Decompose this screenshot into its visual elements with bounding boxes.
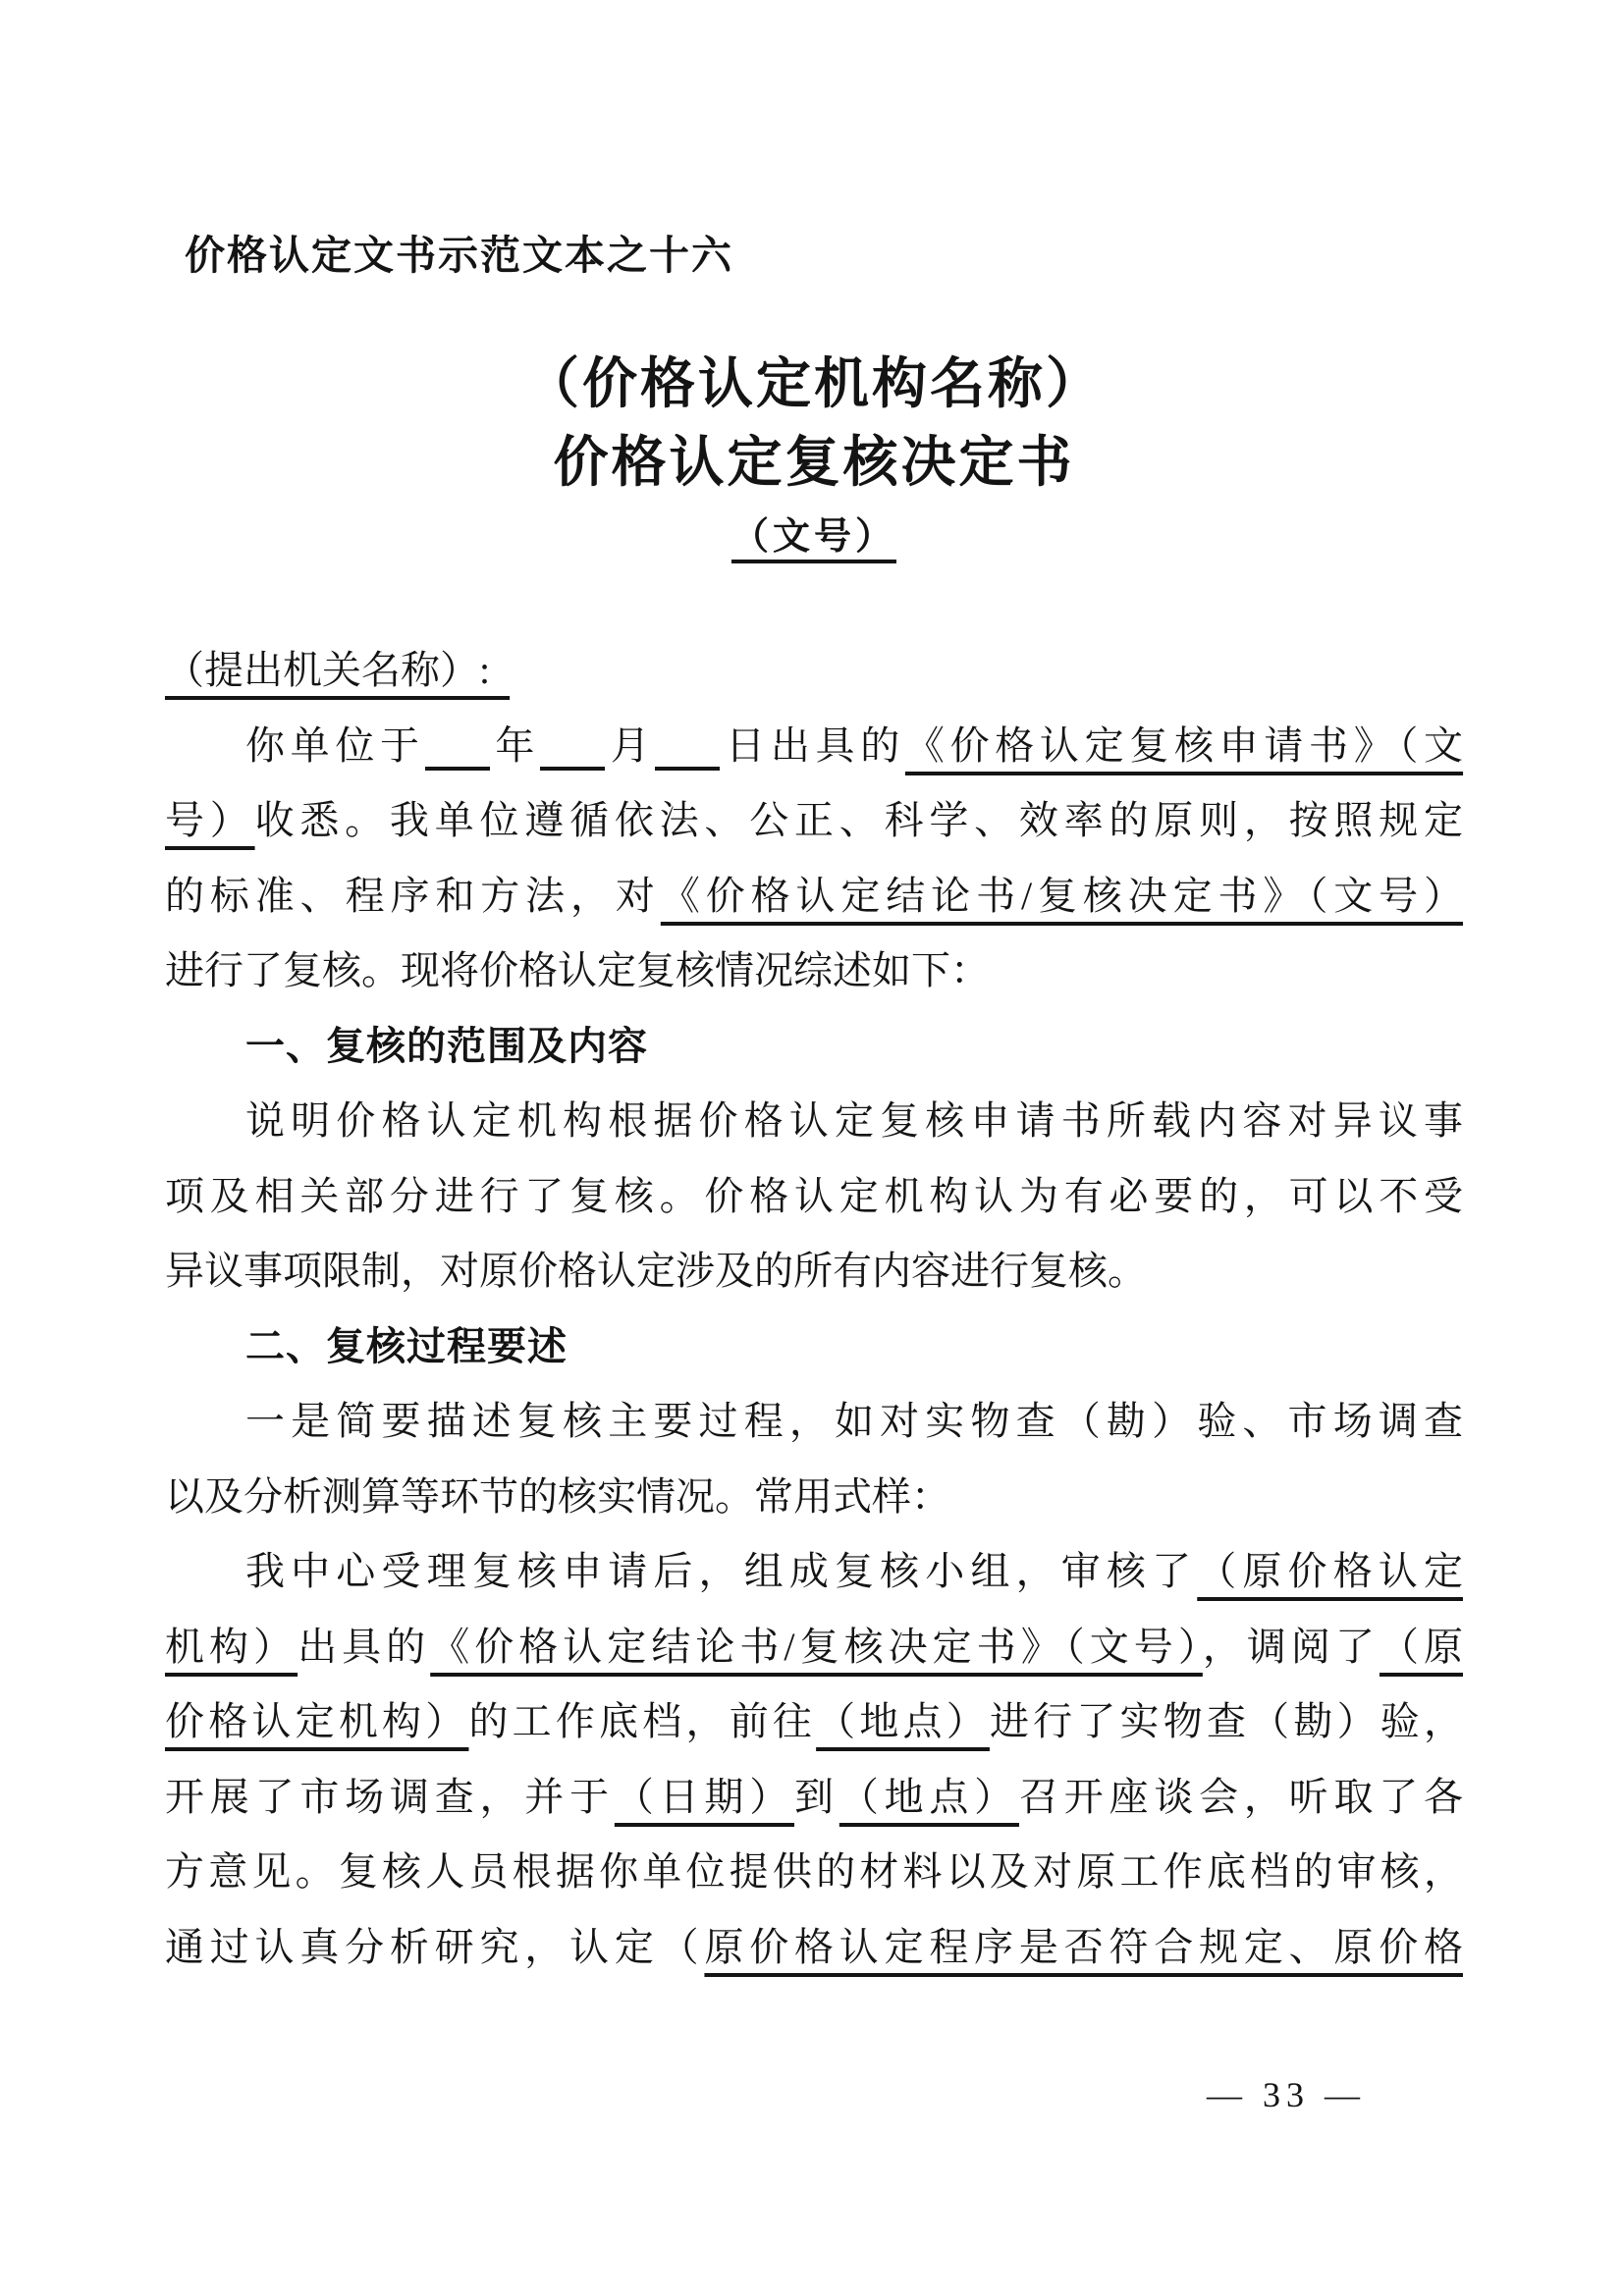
underlined-text: （地点） <box>839 1774 1019 1819</box>
body-line <box>165 859 1463 934</box>
underlined-text: 《价格认定结论书/复核决定书》（文号） <box>430 1624 1203 1669</box>
text-run: 召开座谈会，听取了各 <box>1018 1774 1464 1819</box>
body-line <box>165 1835 1463 1910</box>
text-run: 异议事项限制，对原价格认定涉及的所有内容进行复核。 <box>165 1249 1147 1293</box>
body-line <box>165 1084 1463 1159</box>
text-run: 以及分析测算等环节的核实情况。常用式样： <box>165 1473 950 1519</box>
underlined-text: 机构） <box>165 1624 298 1669</box>
underlined-text: 价格认定机构） <box>165 1699 469 1743</box>
blank-fill-in-field <box>540 763 605 771</box>
body-line <box>165 934 1463 1009</box>
text-run: 我中心受理复核申请后，组成复核小组，审核了 <box>245 1549 1198 1593</box>
salutation-line <box>165 633 1463 709</box>
underlined-text: （原价格认定 <box>1197 1549 1464 1593</box>
text-run: 开展了市场调查，并于 <box>165 1774 615 1819</box>
text-run: 月 <box>605 722 656 768</box>
text-run: 收悉。我单位遵循依法、公正、科学、效率的原则，按照规定 <box>254 798 1464 842</box>
document-body <box>165 633 1463 1985</box>
title-org-name: （价格认定机构名称） <box>524 354 1104 415</box>
underlined-text: （提出机关名称）: <box>165 648 511 692</box>
text-run: 说明价格认定机构根据价格认定复核申请书所载内容对异议事 <box>245 1098 1463 1143</box>
blank-fill-in-field <box>425 763 490 771</box>
text-run: 一是简要描述复核主要过程，如对实物查（勘）验、市场调查 <box>245 1399 1463 1443</box>
underlined-text: 《价格认定结论书/复核决定书》（文号） <box>660 873 1464 918</box>
text-run: 日出具的 <box>720 722 905 768</box>
underlined-text: （日期） <box>614 1774 795 1819</box>
text-run: 的工作底档，前往 <box>468 1699 817 1743</box>
underlined-text: （地点） <box>816 1699 990 1743</box>
text-run: 二、复核过程要述 <box>245 1324 568 1368</box>
text-run: 进行了实物查（勘）验， <box>989 1699 1464 1743</box>
title-document-name: 价格认定复核决定书 <box>553 433 1075 494</box>
underlined-text: 号） <box>165 798 255 842</box>
body-line <box>165 783 1463 859</box>
underlined-text: 原价格认定程序是否符合规定、原价格 <box>704 1924 1464 1969</box>
underlined-text: （原 <box>1379 1624 1464 1669</box>
text-run: 一、复核的范围及内容 <box>245 1024 648 1068</box>
text-run: 的标准、程序和方法，对 <box>165 873 661 918</box>
section-heading <box>165 1309 1463 1385</box>
text-run: 通过认真分析研究，认定（ <box>165 1924 705 1969</box>
body-line <box>165 1760 1463 1836</box>
body-line <box>165 709 1463 784</box>
text-run: ，调阅了 <box>1202 1624 1380 1669</box>
document-series-header: 价格认定文书示范文本之十六 <box>185 233 733 278</box>
body-line <box>165 1534 1463 1610</box>
body-line <box>165 1610 1463 1685</box>
text-run: 出具的 <box>298 1624 431 1669</box>
text-run: 年 <box>489 722 541 768</box>
text-run: 项及相关部分进行了复核。价格认定机构认为有必要的，可以不受 <box>165 1173 1463 1218</box>
title-doc-number: （文号） <box>730 516 896 558</box>
body-line <box>165 1234 1463 1309</box>
text-run: 方意见。复核人员根据你单位提供的材料以及对原工作底档的审核， <box>165 1849 1463 1894</box>
blank-fill-in-field <box>655 763 720 771</box>
body-line <box>165 1384 1463 1460</box>
text-run: 你单位于 <box>245 722 425 768</box>
body-line <box>165 1159 1463 1235</box>
section-heading <box>165 1009 1463 1085</box>
text-run: 到 <box>794 1774 839 1819</box>
body-line <box>165 1910 1463 1986</box>
body-line <box>165 1460 1463 1535</box>
text-run: 进行了复核。现将价格认定复核情况综述如下： <box>165 948 990 992</box>
body-line <box>165 1684 1463 1760</box>
title-block <box>165 346 1463 563</box>
page-number: — 33 — <box>1207 2075 1366 2114</box>
underlined-text: 《价格认定复核申请书》（文 <box>904 722 1464 768</box>
